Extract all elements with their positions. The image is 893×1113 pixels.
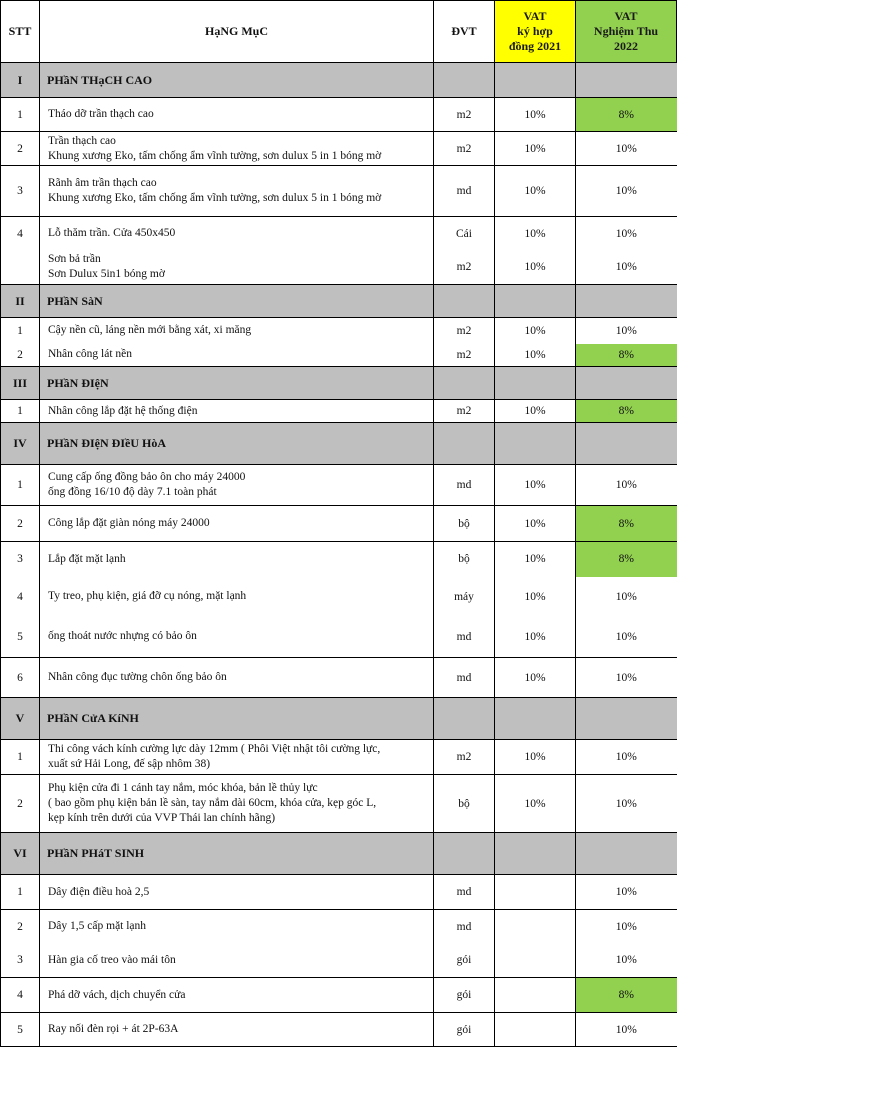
unit: md [434, 465, 495, 506]
item-description [40, 98, 434, 132]
item-description-line: Hàn gia cố treo vào mái tôn [48, 953, 176, 966]
vat-acceptance: 8% [576, 400, 677, 423]
table-row [1, 217, 677, 251]
section-header-row [1, 698, 677, 740]
row-number: 1 [1, 875, 40, 910]
section-number: V [1, 698, 40, 740]
vat-acceptance: 10% [576, 944, 677, 978]
unit: bộ [434, 506, 495, 542]
vat-acceptance: 10% [576, 658, 677, 698]
item-description [40, 978, 434, 1013]
vat-acceptance: 8% [576, 978, 677, 1013]
vat-acceptance: 10% [576, 1013, 677, 1047]
table-row [1, 617, 677, 658]
unit: m2 [434, 400, 495, 423]
row-number: 1 [1, 400, 40, 423]
table-row [1, 400, 677, 423]
unit: máy [434, 577, 495, 617]
vat-contract: 10% [495, 617, 576, 658]
section-cell [576, 698, 677, 740]
section-header-row [1, 367, 677, 400]
section-cell [495, 698, 576, 740]
unit: md [434, 658, 495, 698]
item-description-line: Dây điện điều hoà 2,5 [48, 885, 150, 898]
vat-contract: 10% [495, 506, 576, 542]
section-title: PHầN ĐIệN [40, 367, 434, 400]
item-description-line: Khung xương Eko, tấm chống ẩm vĩnh tường, sơn dulux 5 in 1 bóng mờ [48, 149, 382, 162]
table-row [1, 318, 677, 344]
item-description [40, 217, 434, 251]
item-description-line: ống thoát nước nhựng có bảo ôn [48, 630, 197, 643]
table-row [1, 465, 677, 506]
vat-contract: 10% [495, 542, 576, 577]
header-vat-acceptance-line: VAT [614, 9, 638, 23]
unit: m2 [434, 344, 495, 367]
table-row [1, 251, 677, 285]
row-number [1, 251, 40, 285]
item-description [40, 1013, 434, 1047]
item-description-line: Nhân công đục tường chôn ống bảo ôn [48, 671, 227, 683]
item-description-line: ống đồng 16/10 độ dày 7.1 toàn phát [48, 486, 217, 498]
vat-acceptance: 10% [615, 590, 637, 603]
section-cell [495, 285, 576, 318]
vat-acceptance: 8% [576, 542, 677, 577]
vat-contract: 10% [495, 577, 576, 617]
vat-contract: 10% [495, 400, 576, 423]
vat-contract: 10% [495, 465, 576, 506]
vat-acceptance: 10% [615, 227, 637, 240]
item-description [40, 740, 434, 775]
table-row [1, 577, 677, 617]
unit: md [434, 617, 495, 658]
unit: m2 [434, 740, 495, 775]
vat-acceptance: 8% [576, 506, 677, 542]
table-row [1, 740, 677, 775]
section-cell [434, 833, 495, 875]
unit: bộ [434, 775, 495, 833]
vat-acceptance: 10% [576, 617, 677, 658]
header-vat-acceptance-line: 2022 [614, 39, 638, 53]
vat-contract: 10% [495, 98, 576, 132]
section-number: I [1, 63, 40, 98]
table-row [1, 944, 677, 978]
section-title: PHầN ĐIệN ĐIềU HòA [40, 423, 434, 465]
vat-contract: 10% [495, 344, 576, 367]
unit: m2 [434, 132, 495, 166]
unit: bộ [434, 542, 495, 577]
unit: md [434, 166, 495, 217]
section-header-row [1, 423, 677, 465]
item-description-line: Cung cấp ống đồng bảo ôn cho máy 24000 [48, 471, 246, 483]
table-row [1, 542, 677, 577]
item-description-line: Dây 1,5 cấp mặt lạnh [48, 920, 147, 933]
section-number: III [1, 367, 40, 400]
row-number: 3 [1, 944, 40, 978]
item-description-line: Trần thạch cao [48, 134, 116, 147]
row-number: 1 [1, 740, 40, 775]
item-description [40, 577, 434, 617]
vat-acceptance: 10% [615, 920, 637, 933]
item-description [40, 506, 434, 542]
item-description [40, 775, 434, 833]
section-title: PHầN PHáT SINH [40, 833, 434, 875]
table-row [1, 98, 677, 132]
row-number: 1 [1, 465, 40, 506]
table-body [1, 63, 677, 1047]
section-cell [434, 698, 495, 740]
row-number: 4 [1, 978, 40, 1013]
item-description-line: Lỗ thăm trần. Cửa 450x450 [48, 227, 176, 240]
table-row [1, 875, 677, 910]
item-description [40, 344, 434, 367]
section-cell [434, 285, 495, 318]
vat-acceptance: 10% [576, 775, 677, 833]
vat-contract [495, 944, 576, 978]
section-number: VI [1, 833, 40, 875]
table-row [1, 658, 677, 698]
section-cell [576, 367, 677, 400]
item-description [40, 318, 434, 344]
section-cell [434, 367, 495, 400]
table-row [1, 1013, 677, 1047]
unit: Cái [434, 217, 495, 251]
item-description [40, 910, 434, 944]
section-cell [495, 63, 576, 98]
table-row [1, 910, 677, 944]
section-header-row [1, 833, 677, 875]
section-header-row [1, 285, 677, 318]
section-cell [576, 63, 677, 98]
section-cell [434, 63, 495, 98]
header-stt: STT [1, 1, 40, 63]
item-description-line: kẹp kính trên dưới của VVP Thái lan chính hãng) [48, 812, 276, 824]
row-number: 4 [1, 577, 40, 617]
vat-acceptance: 10% [576, 875, 677, 910]
section-title: PHầN SàN [40, 285, 434, 318]
item-description-line: Sơn Dulux 5in1 bóng mờ [48, 268, 165, 281]
table-row [1, 166, 677, 217]
item-description-line: Nhân công lát nền [48, 348, 132, 361]
vat-contract: 10% [495, 775, 576, 833]
item-description-line: Lắp đặt mặt lạnh [48, 552, 126, 565]
item-description-line: Rãnh âm trần thạch cao [48, 177, 157, 189]
header-vat-contract [495, 1, 576, 63]
item-description [40, 875, 434, 910]
header-dvt: ĐVT [434, 1, 495, 63]
vat-acceptance: 10% [576, 132, 677, 166]
row-number: 3 [1, 542, 40, 577]
item-description [40, 617, 434, 658]
vat-contract: 10% [495, 217, 576, 251]
section-title: PHầN THạCH CAO [40, 63, 434, 98]
vat-contract: 10% [495, 740, 576, 775]
vat-contract: 10% [495, 132, 576, 166]
vat-acceptance: 8% [576, 344, 677, 367]
section-cell [495, 423, 576, 465]
row-number: 2 [1, 132, 40, 166]
item-description [40, 132, 434, 166]
row-number: 2 [1, 506, 40, 542]
section-number: II [1, 285, 40, 318]
unit: m2 [434, 318, 495, 344]
item-description-line: Cậy nền cũ, láng nền mới bằng xát, xi măng [48, 324, 252, 337]
vat-contract: 10% [495, 318, 576, 344]
row-number: 6 [1, 658, 40, 698]
item-description [40, 251, 434, 285]
section-number: IV [1, 423, 40, 465]
table-row [1, 344, 677, 367]
item-description-line: Thi công vách kính cường lực dày 12mm ( Phôi Việt nhật tôi cường lực, [48, 743, 381, 755]
vat-contract [495, 875, 576, 910]
unit: gói [434, 1013, 495, 1047]
row-number: 1 [1, 98, 40, 132]
row-number: 2 [1, 775, 40, 833]
row-number: 2 [1, 344, 40, 367]
item-description-line: Khung xương Eko, tấm chống ẩm vĩnh tường, sơn dulux 5 in 1 bóng mờ [48, 192, 382, 204]
vat-contract [495, 978, 576, 1013]
item-description [40, 658, 434, 698]
row-number: 1 [1, 318, 40, 344]
item-description [40, 400, 434, 423]
row-number: 2 [1, 910, 40, 944]
item-description-line: Tháo dỡ trần thạch cao [48, 108, 154, 120]
unit: m2 [434, 251, 495, 285]
vat-contract [495, 1013, 576, 1047]
item-description [40, 944, 434, 978]
item-description [40, 542, 434, 577]
table-row [1, 506, 677, 542]
row-number: 5 [1, 617, 40, 658]
unit: m2 [434, 98, 495, 132]
item-description-line: ( bao gồm phụ kiện bản lề sàn, tay nắm dài 60cm, khóa cửa, kẹp góc L, [48, 797, 377, 809]
vat-acceptance: 8% [576, 98, 677, 132]
item-description-line: Phá dỡ vách, dịch chuyển cửa [48, 988, 186, 1001]
item-description-line: Phụ kiện cửa đi 1 cánh tay nắm, móc khóa, bản lề thủy lực [48, 782, 318, 794]
vat-acceptance: 10% [576, 465, 677, 506]
vat-contract: 10% [495, 658, 576, 698]
section-cell [576, 423, 677, 465]
item-description-line: xuất sứ Hải Long, đế sập nhôm 38) [48, 758, 211, 770]
table-row [1, 132, 677, 166]
item-description-line: Công lắp đặt giàn nóng máy 24000 [48, 517, 210, 529]
section-cell [495, 833, 576, 875]
item-description-line: Nhân công lắp đặt hệ thống điện [48, 404, 198, 417]
header-vat-contract-line: đồng 2021 [508, 39, 562, 53]
header-vat-acceptance [576, 1, 677, 63]
vat-contract: 10% [495, 251, 576, 285]
section-cell [576, 833, 677, 875]
item-description [40, 465, 434, 506]
vat-acceptance: 10% [576, 740, 677, 775]
unit: gói [434, 944, 495, 978]
table-row [1, 775, 677, 833]
item-description-line: Sơn bả trần [48, 253, 101, 266]
item-description-line: Ty treo, phụ kiện, giá đỡ cụ nóng, mặt lạnh [48, 590, 247, 602]
section-header-row [1, 63, 677, 98]
unit: gói [434, 978, 495, 1013]
section-cell [495, 367, 576, 400]
unit: md [434, 910, 495, 944]
vat-acceptance: 10% [576, 166, 677, 217]
vat-contract: 10% [495, 166, 576, 217]
header-vat-acceptance-line: Nghiệm Thu [593, 24, 659, 38]
header-vat-contract-line: VAT [523, 9, 547, 23]
vat-contract [495, 910, 576, 944]
table-row [1, 978, 677, 1013]
item-description-line: Ray nối đèn rọi + át 2P-63A [48, 1023, 179, 1035]
item-description [40, 166, 434, 217]
section-title: PHầN CửA KíNH [40, 698, 434, 740]
section-cell [434, 423, 495, 465]
unit: md [434, 875, 495, 910]
row-number: 3 [1, 166, 40, 217]
vat-acceptance: 10% [615, 324, 637, 337]
row-number: 4 [1, 217, 40, 251]
header-row [1, 1, 677, 63]
vat-acceptance: 10% [576, 251, 677, 285]
header-name: HạNG MụC [40, 1, 434, 63]
header-vat-contract-line: ký hợp [517, 24, 553, 38]
section-cell [576, 285, 677, 318]
row-number: 5 [1, 1013, 40, 1047]
